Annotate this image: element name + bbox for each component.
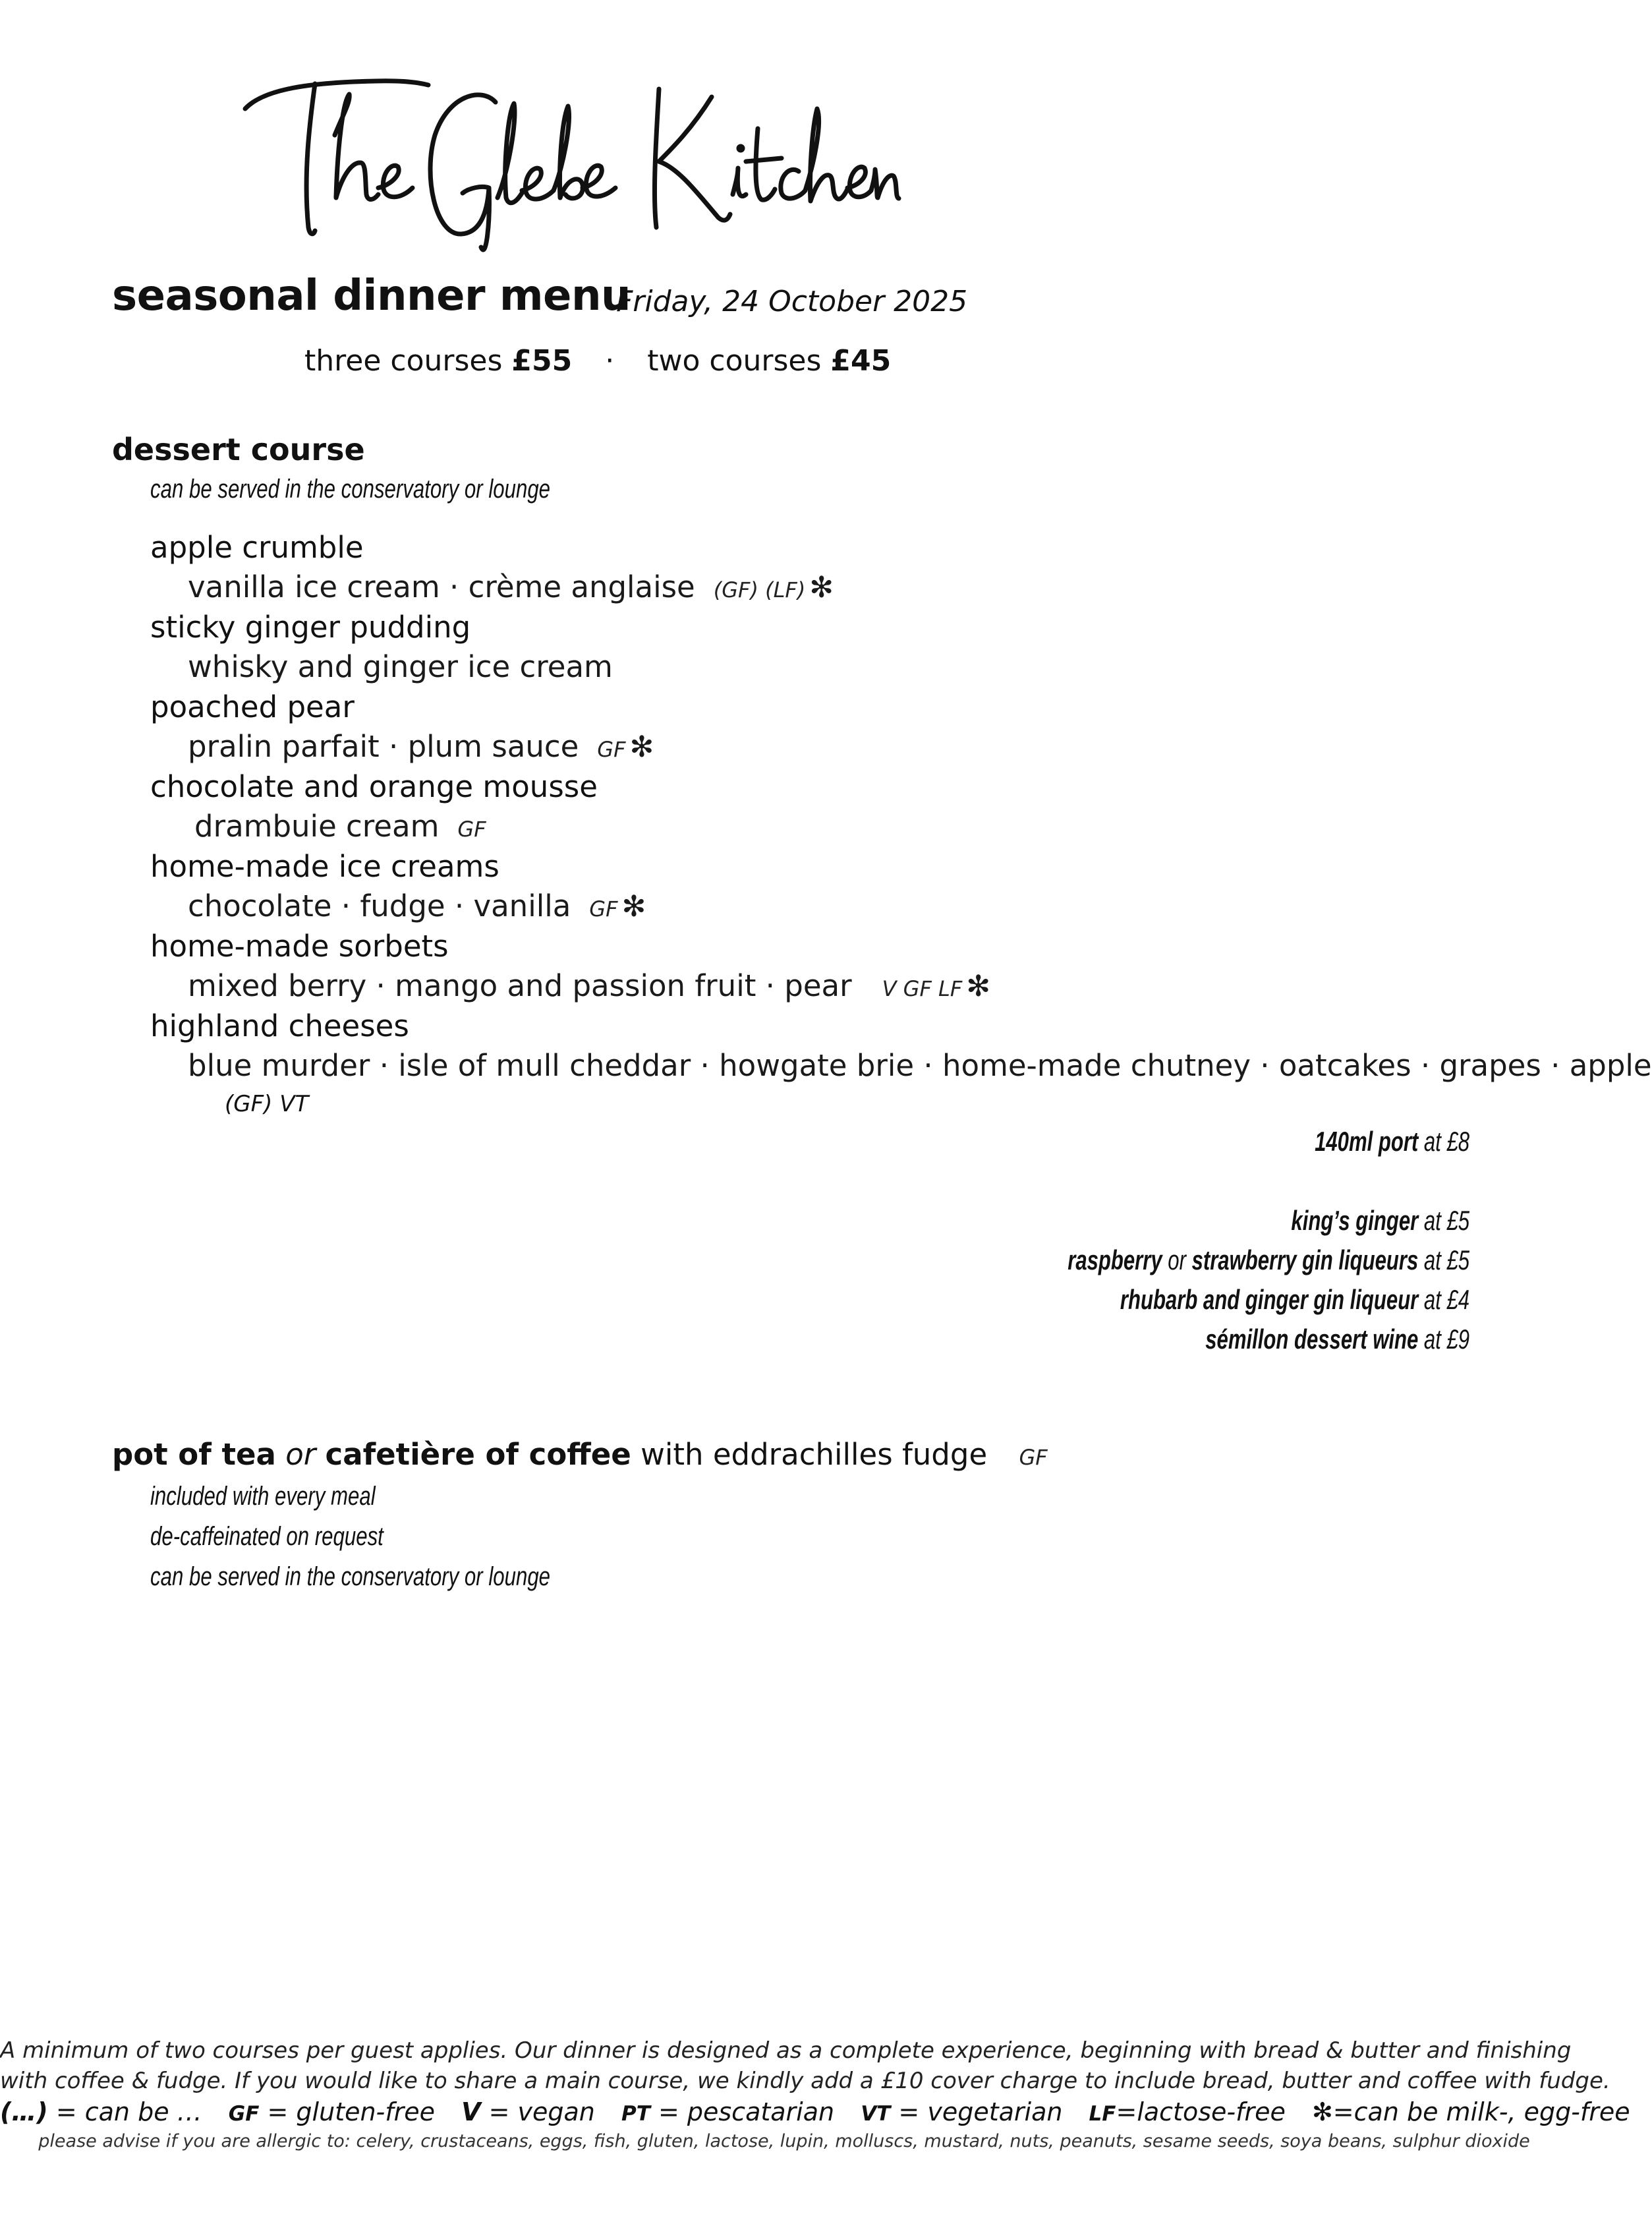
diet-tags: (GF) (LF) [713, 577, 806, 602]
tea-note: can be served in the conservatory or lounge [150, 1562, 551, 1591]
dish-description: mixed berry · mango and passion fruit · pear V GF LF ✻ [188, 968, 991, 1003]
price-two-value: £45 [830, 344, 892, 378]
tea-notes [150, 1476, 550, 1597]
list-item [150, 846, 1501, 926]
drinks-list [1068, 1122, 1469, 1359]
price-three-value: £55 [511, 344, 573, 378]
dish-description: whisky and ginger ice cream [188, 649, 613, 684]
dish-name: home-made ice creams [150, 849, 499, 884]
price-separator: · [605, 344, 615, 378]
glebe-kitchen-logo [237, 63, 903, 260]
tea-coffee-line: pot of tea or cafetière of coffee with eddrachilles fudge GF [112, 1437, 1048, 1472]
diet-tags: V GF LF [882, 976, 963, 1001]
dish-name: highland cheeses [150, 1008, 409, 1043]
milk-egg-free-icon: ✻ [621, 890, 646, 923]
dish-name: apple crumble [150, 530, 364, 565]
dish-description: vanilla ice cream · crème anglaise (GF) (LF) ✻ [188, 570, 834, 604]
price-two-label: two courses [647, 344, 822, 378]
milk-egg-free-icon: ✻ [1311, 2097, 1333, 2126]
drink-kings-ginger: king’s ginger at £5 [1291, 1205, 1469, 1236]
diet-tags: GF [597, 737, 626, 762]
dessert-section-note: can be served in the conservatory or lounge [150, 475, 551, 504]
dish-description: drambuie cream GF [194, 809, 486, 844]
dish-name: home-made sorbets [150, 929, 449, 964]
dish-description: pralin parfait · plum sauce GF ✻ [188, 729, 654, 764]
drink-rhubarb-liqueur: rhubarb and ginger gin liqueur at £4 [1120, 1284, 1469, 1315]
list-item [150, 1006, 1652, 1123]
diet-tags: GF [589, 896, 618, 921]
dish-description: chocolate · fudge · vanilla GF ✻ [188, 889, 646, 923]
drink-semillon: sémillon dessert wine at £9 [1205, 1324, 1469, 1355]
dessert-section-title: dessert course [112, 432, 365, 467]
drink-gin-liqueurs: raspberry or strawberry gin liqueurs at £5 [1068, 1244, 1469, 1275]
dish-name: sticky ginger pudding [150, 610, 471, 645]
dish-name: chocolate and orange mousse [150, 769, 598, 804]
dish-name: poached pear [150, 689, 355, 724]
price-three-label: three courses [304, 344, 503, 378]
list-item [150, 607, 1501, 687]
list-item [150, 926, 1501, 1006]
drink-port: 140ml port at £8 [1315, 1126, 1469, 1157]
diet-legend: (…) = can be … GF = gluten-free V = vegan PT = pescatarian VT = vegetarian LF=lactose-free ✻=can be milk-, egg-free [0, 2097, 1630, 2126]
list-item [150, 527, 1501, 607]
tea-note: included with every meal [150, 1482, 376, 1511]
footer-line: A minimum of two courses per guest applies. Our dinner is designed as a complete experience, beginning with bread & butter and finishing [0, 2037, 1572, 2064]
dish-description: blue murder · isle of mull cheddar · howgate brie · home-made chutney · oatcakes · grapes · apple [188, 1048, 1652, 1083]
diet-tags: GF [457, 817, 486, 842]
dessert-list [150, 527, 1652, 1123]
milk-egg-free-icon: ✻ [809, 571, 834, 604]
price-line [304, 344, 891, 378]
footer-line: with coffee & fudge. If you would like to share a main course, we kindly add a £10 cover charge to include bread, butter and coffee with fudge. [0, 2068, 1610, 2094]
list-item [150, 687, 1501, 767]
footer [0, 2035, 1630, 2153]
tea-note: de-caffeinated on request [150, 1522, 384, 1551]
milk-egg-free-icon: ✻ [629, 730, 654, 764]
diet-tags: GF [1019, 1445, 1048, 1470]
milk-egg-free-icon: ✻ [966, 970, 991, 1003]
menu-date: Friday, 24 October 2025 [616, 285, 968, 318]
allergy-note: please advise if you are allergic to: celery, crustaceans, eggs, fish, gluten, lactose, lupin, molluscs, mustard, nuts, peanuts, sesame seeds, soya beans, sulphur dioxide [38, 2131, 1530, 2151]
list-item [150, 767, 1501, 846]
menu-title: seasonal dinner menu [112, 272, 631, 320]
diet-tags: (GF) VT [225, 1091, 309, 1117]
